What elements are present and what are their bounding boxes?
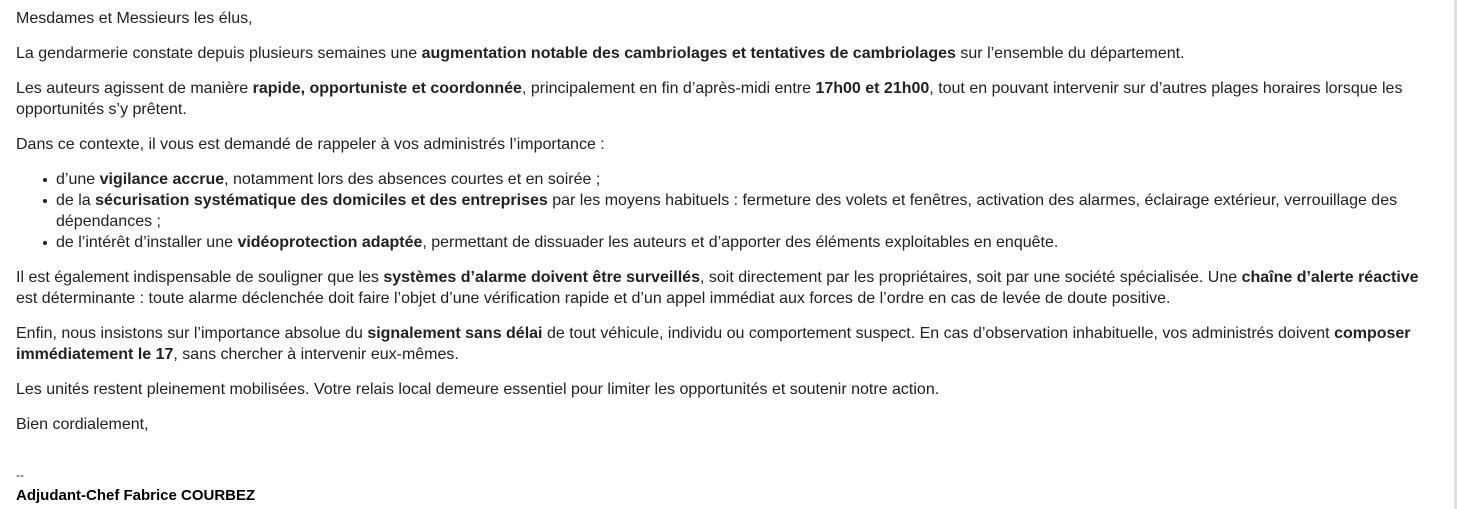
text-segment: La gendarmerie constate depuis plusieurs semaines une bbox=[16, 45, 422, 62]
signature-separator: -- bbox=[16, 468, 24, 482]
paragraph-5 bbox=[16, 323, 1441, 365]
list-item bbox=[56, 190, 1441, 232]
bold-text: rapide, opportuniste et coordonnée bbox=[252, 80, 522, 97]
text-segment: , notamment lors des absences courtes et en soirée ; bbox=[224, 171, 601, 188]
text-segment: par les moyens habituels : fermeture des volets et fenêtres, activation des alarmes, éclairage extérieur, verrouillage des dépendances ; bbox=[56, 192, 1398, 230]
email-body bbox=[16, 8, 1441, 449]
paragraph-1 bbox=[16, 43, 1441, 64]
text-segment: , sans chercher à intervenir eux-mêmes. bbox=[173, 346, 459, 363]
bold-text: composer immédiatement le 17 bbox=[16, 325, 1411, 363]
text-segment: Enfin, nous insistons sur l’importance absolue du bbox=[16, 325, 368, 342]
recommendation-list bbox=[16, 169, 1441, 253]
text-segment: de tout véhicule, individu ou comportement suspect. En cas d’observation inhabituelle, vos administrés doivent bbox=[542, 325, 1335, 342]
bold-text: systèmes d’alarme doivent être surveillés bbox=[383, 269, 700, 286]
bold-text: signalement sans délai bbox=[367, 325, 543, 342]
list-item bbox=[56, 232, 1441, 253]
bold-text: vigilance accrue bbox=[99, 171, 225, 188]
text-segment: Les auteurs agissent de manière bbox=[16, 80, 253, 97]
greeting: Mesdames et Messieurs les élus, bbox=[16, 10, 253, 27]
bold-text: vidéoprotection adaptée bbox=[237, 234, 423, 251]
paragraph-6: Les unités restent pleinement mobilisées. Votre relais local demeure essentiel pour limiter les opportunités et soutenir notre action. bbox=[16, 381, 940, 398]
bold-text: augmentation notable des cambriolages et tentatives de cambriolages bbox=[421, 45, 956, 62]
text-segment: est déterminante : toute alarme déclenchée doit faire l’objet d’une vérification rapide et d’un appel immédiat aux forces de l’ordre en cas de levée de doute positive. bbox=[16, 290, 1171, 307]
paragraph-3: Dans ce contexte, il vous est demandé de rappeler à vos administrés l’importance : bbox=[16, 136, 605, 153]
signature-name: Adjudant-Chef Fabrice COURBEZ bbox=[16, 487, 256, 504]
text-segment: , principalement en fin d’après-midi entre bbox=[521, 80, 816, 97]
text-segment: d’une bbox=[56, 171, 100, 188]
bold-text: sécurisation systématique des domiciles et des entreprises bbox=[95, 192, 548, 209]
text-segment: de la bbox=[56, 192, 96, 209]
paragraph-4 bbox=[16, 267, 1441, 309]
text-segment: de l’intérêt d’installer une bbox=[56, 234, 238, 251]
bold-text: chaîne d’alerte réactive bbox=[1241, 269, 1419, 286]
bold-text: 17h00 et 21h00 bbox=[815, 80, 930, 97]
list-item bbox=[56, 169, 1441, 190]
closing: Bien cordialement, bbox=[16, 416, 149, 433]
text-segment: , soit directement par les propriétaires, soit par une société spécialisée. Une bbox=[699, 269, 1242, 286]
paragraph-2 bbox=[16, 78, 1441, 120]
text-segment: sur l’ensemble du département. bbox=[955, 45, 1185, 62]
text-segment: , permettant de dissuader les auteurs et d’apporter des éléments exploitables en enquête. bbox=[422, 234, 1059, 251]
text-segment: Il est également indispensable de souligner que les bbox=[16, 269, 384, 286]
text-segment: , tout en pouvant intervenir sur d’autres plages horaires lorsque les opportunités s’y prêtent. bbox=[16, 80, 1403, 118]
